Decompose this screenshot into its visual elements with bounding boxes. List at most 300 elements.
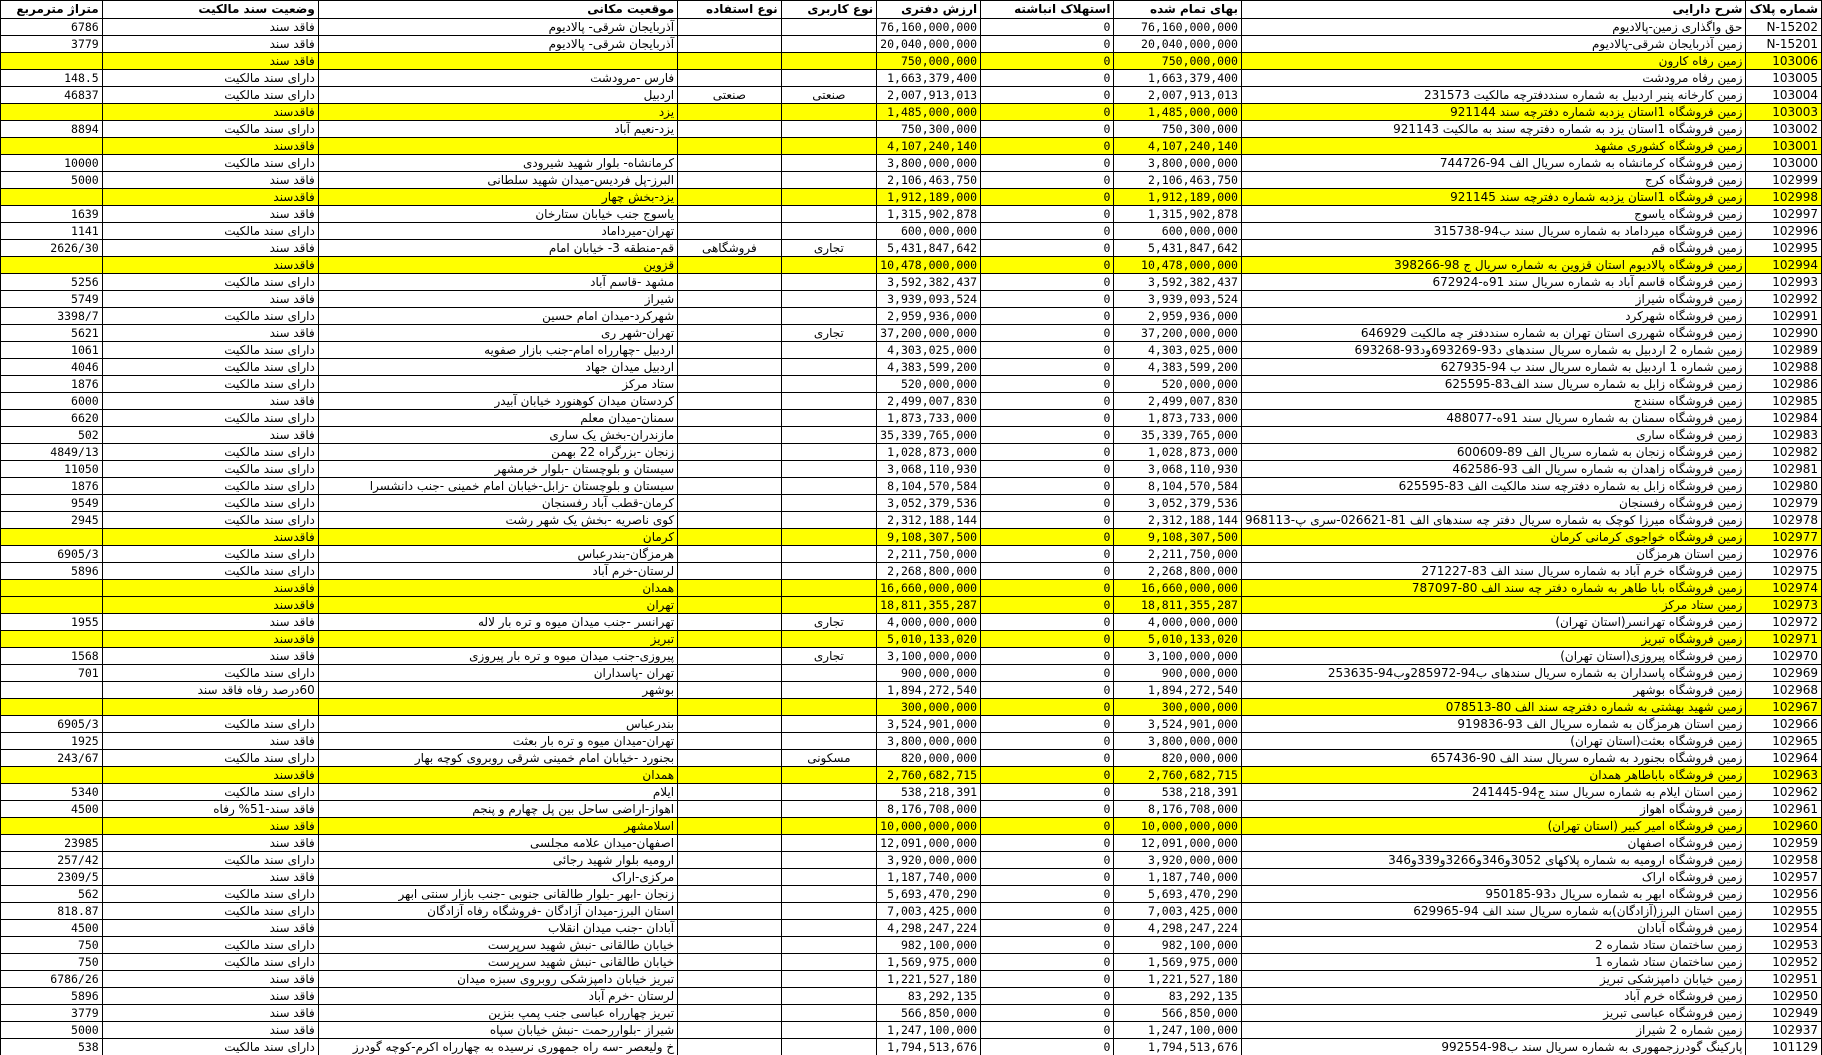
cell-description[interactable]: زمین فروشگاه عباسی تبریز: [1241, 1005, 1746, 1022]
cell-book-value[interactable]: 4,298,247,224: [877, 920, 981, 937]
cell-location[interactable]: کرمان-قطب آباد رفسنجان: [318, 495, 677, 512]
cell-deed-status[interactable]: دارای سند مالکیت: [102, 563, 318, 580]
cell-book-value[interactable]: 1,912,189,000: [877, 189, 981, 206]
cell-depreciation[interactable]: 0: [981, 988, 1114, 1005]
cell-deed-status[interactable]: دارای سند مالکیت: [102, 750, 318, 767]
header-area[interactable]: متراژ مترمربع: [1, 1, 103, 19]
cell-deed-status[interactable]: فاقد سند: [102, 920, 318, 937]
cell-depreciation[interactable]: 0: [981, 257, 1114, 274]
cell-land-use[interactable]: [781, 869, 877, 886]
cell-plate[interactable]: 102950: [1746, 988, 1822, 1005]
cell-area[interactable]: 701: [1, 665, 103, 682]
cell-cost[interactable]: 1,894,272,540: [1114, 682, 1242, 699]
cell-usage-type[interactable]: [678, 1005, 781, 1022]
cell-cost[interactable]: 7,003,425,000: [1114, 903, 1242, 920]
cell-plate[interactable]: 102957: [1746, 869, 1822, 886]
cell-plate[interactable]: 102954: [1746, 920, 1822, 937]
cell-depreciation[interactable]: 0: [981, 767, 1114, 784]
cell-land-use[interactable]: [781, 172, 877, 189]
cell-land-use[interactable]: [781, 376, 877, 393]
cell-area[interactable]: 1955: [1, 614, 103, 631]
cell-usage-type[interactable]: [678, 971, 781, 988]
cell-area[interactable]: 5000: [1, 172, 103, 189]
cell-plate[interactable]: 102992: [1746, 291, 1822, 308]
cell-plate[interactable]: 102953: [1746, 937, 1822, 954]
cell-plate[interactable]: 102968: [1746, 682, 1822, 699]
cell-area[interactable]: 2309/5: [1, 869, 103, 886]
cell-book-value[interactable]: 900,000,000: [877, 665, 981, 682]
cell-cost[interactable]: 750,300,000: [1114, 121, 1242, 138]
cell-book-value[interactable]: 18,811,355,287: [877, 597, 981, 614]
cell-book-value[interactable]: 3,524,901,000: [877, 716, 981, 733]
cell-area[interactable]: 750: [1, 937, 103, 954]
cell-deed-status[interactable]: فاقد سند: [102, 733, 318, 750]
cell-book-value[interactable]: 3,592,382,437: [877, 274, 981, 291]
cell-land-use[interactable]: تجاری: [781, 648, 877, 665]
cell-location[interactable]: زنجان -بزرگراه 22 بهمن: [318, 444, 677, 461]
cell-depreciation[interactable]: 0: [981, 580, 1114, 597]
cell-depreciation[interactable]: 0: [981, 36, 1114, 53]
cell-location[interactable]: ارومیه بلوار شهید رجائی: [318, 852, 677, 869]
cell-cost[interactable]: 1,912,189,000: [1114, 189, 1242, 206]
cell-book-value[interactable]: 83,292,135: [877, 988, 981, 1005]
cell-land-use[interactable]: [781, 784, 877, 801]
cell-cost[interactable]: 3,920,000,000: [1114, 852, 1242, 869]
cell-description[interactable]: زمین فروشگاه پالادیوم استان قزوین به شماره سریال ج 98-398266: [1241, 257, 1746, 274]
cell-description[interactable]: زمین شماره 1 اردبیل به شماره سریال سند ب 94-627935: [1241, 359, 1746, 376]
cell-usage-type[interactable]: [678, 461, 781, 478]
cell-book-value[interactable]: 1,873,733,000: [877, 410, 981, 427]
cell-usage-type[interactable]: [678, 495, 781, 512]
cell-deed-status[interactable]: دارای سند مالکیت: [102, 478, 318, 495]
cell-book-value[interactable]: 3,100,000,000: [877, 648, 981, 665]
cell-description[interactable]: زمین فروشگاه شیراز: [1241, 291, 1746, 308]
cell-cost[interactable]: 900,000,000: [1114, 665, 1242, 682]
cell-depreciation[interactable]: 0: [981, 512, 1114, 529]
cell-deed-status[interactable]: دارای سند مالکیت: [102, 784, 318, 801]
cell-depreciation[interactable]: 0: [981, 155, 1114, 172]
cell-land-use[interactable]: [781, 988, 877, 1005]
cell-depreciation[interactable]: 0: [981, 410, 1114, 427]
cell-area[interactable]: 23985: [1, 835, 103, 852]
cell-area[interactable]: 538: [1, 1039, 103, 1055]
cell-cost[interactable]: 1,873,733,000: [1114, 410, 1242, 427]
cell-cost[interactable]: 20,040,000,000: [1114, 36, 1242, 53]
cell-book-value[interactable]: 982,100,000: [877, 937, 981, 954]
cell-plate[interactable]: 102988: [1746, 359, 1822, 376]
cell-land-use[interactable]: [781, 1022, 877, 1039]
cell-usage-type[interactable]: [678, 648, 781, 665]
cell-plate[interactable]: 102975: [1746, 563, 1822, 580]
cell-description[interactable]: زمین خیابان دامپزشکی تبریز: [1241, 971, 1746, 988]
cell-cost[interactable]: 4,383,599,200: [1114, 359, 1242, 376]
cell-cost[interactable]: 1,663,379,400: [1114, 70, 1242, 87]
cell-plate[interactable]: 102976: [1746, 546, 1822, 563]
cell-area[interactable]: 3779: [1, 36, 103, 53]
cell-plate[interactable]: 102969: [1746, 665, 1822, 682]
cell-book-value[interactable]: 3,052,379,536: [877, 495, 981, 512]
cell-plate[interactable]: 103001: [1746, 138, 1822, 155]
cell-book-value[interactable]: 3,068,110,930: [877, 461, 981, 478]
cell-usage-type[interactable]: [678, 427, 781, 444]
cell-land-use[interactable]: [781, 903, 877, 920]
cell-usage-type[interactable]: [678, 155, 781, 172]
cell-description[interactable]: زمین فروشگاه ارومیه به شماره پلاکهای 3052و346و3266و339و346: [1241, 852, 1746, 869]
cell-deed-status[interactable]: دارای سند مالکیت: [102, 495, 318, 512]
cell-area[interactable]: 2945: [1, 512, 103, 529]
cell-location[interactable]: کردستان میدان کوهنورد خیابان آبیدر: [318, 393, 677, 410]
cell-plate[interactable]: N-15201: [1746, 36, 1822, 53]
cell-land-use[interactable]: [781, 529, 877, 546]
cell-plate[interactable]: 102996: [1746, 223, 1822, 240]
cell-area[interactable]: 5000: [1, 1022, 103, 1039]
header-depreciation[interactable]: استهلاک انباشته: [981, 1, 1114, 19]
cell-land-use[interactable]: [781, 699, 877, 716]
cell-description[interactable]: حق واگذاری زمین-پالادیوم: [1241, 19, 1746, 36]
cell-cost[interactable]: 16,660,000,000: [1114, 580, 1242, 597]
cell-description[interactable]: زمین ساختمان ستاد شماره 2: [1241, 937, 1746, 954]
cell-land-use[interactable]: [781, 801, 877, 818]
cell-plate[interactable]: 102981: [1746, 461, 1822, 478]
cell-location[interactable]: تبریز چهارراه عباسی جنب پمپ بنزین: [318, 1005, 677, 1022]
cell-area[interactable]: 5256: [1, 274, 103, 291]
cell-location[interactable]: بجنورد -خیابان امام خمینی شرقی روبروی کوچه بهار: [318, 750, 677, 767]
cell-plate[interactable]: 102979: [1746, 495, 1822, 512]
cell-book-value[interactable]: 2,312,188,144: [877, 512, 981, 529]
cell-area[interactable]: [1, 597, 103, 614]
cell-land-use[interactable]: [781, 308, 877, 325]
cell-description[interactable]: زمین فروشگاه زابل به شماره دفترچه سند مالکیت الف 83-625595: [1241, 478, 1746, 495]
cell-location[interactable]: البرز-پل فردیس-میدان شهید سلطانی: [318, 172, 677, 189]
cell-book-value[interactable]: 1,315,902,878: [877, 206, 981, 223]
cell-book-value[interactable]: 8,104,570,584: [877, 478, 981, 495]
cell-description[interactable]: زمین شماره 2 اردبیل به شماره سریال سندهای د93-693269ود93-693268: [1241, 342, 1746, 359]
cell-book-value[interactable]: 8,176,708,000: [877, 801, 981, 818]
cell-location[interactable]: قزوین: [318, 257, 677, 274]
cell-deed-status[interactable]: فاقدسند: [102, 597, 318, 614]
cell-plate[interactable]: 103004: [1746, 87, 1822, 104]
cell-book-value[interactable]: 2,007,913,013: [877, 87, 981, 104]
cell-usage-type[interactable]: [678, 733, 781, 750]
cell-description[interactable]: زمین فروشگاه امیر کبیر (استان تهران): [1241, 818, 1746, 835]
cell-location[interactable]: شیراز: [318, 291, 677, 308]
cell-description[interactable]: زمین فروشگاه سنندج: [1241, 393, 1746, 410]
cell-book-value[interactable]: 5,431,847,642: [877, 240, 981, 257]
cell-description[interactable]: زمین فروشگاه 1استان یزدبه شماره دفترچه سند 921144: [1241, 104, 1746, 121]
cell-deed-status[interactable]: فاقد سند: [102, 36, 318, 53]
cell-land-use[interactable]: [781, 767, 877, 784]
cell-location[interactable]: فارس -مرودشت: [318, 70, 677, 87]
cell-cost[interactable]: 8,176,708,000: [1114, 801, 1242, 818]
cell-usage-type[interactable]: [678, 257, 781, 274]
cell-deed-status[interactable]: فاقد سند: [102, 818, 318, 835]
cell-cost[interactable]: 3,100,000,000: [1114, 648, 1242, 665]
cell-description[interactable]: زمین آذربایجان شرقی-پالادیوم: [1241, 36, 1746, 53]
cell-area[interactable]: 243/67: [1, 750, 103, 767]
cell-usage-type[interactable]: [678, 70, 781, 87]
cell-cost[interactable]: 3,052,379,536: [1114, 495, 1242, 512]
cell-plate[interactable]: 102974: [1746, 580, 1822, 597]
cell-depreciation[interactable]: 0: [981, 376, 1114, 393]
cell-usage-type[interactable]: [678, 869, 781, 886]
cell-land-use[interactable]: [781, 580, 877, 597]
header-cost[interactable]: بهای تمام شده: [1114, 1, 1242, 19]
cell-book-value[interactable]: 1,247,100,000: [877, 1022, 981, 1039]
cell-land-use[interactable]: [781, 716, 877, 733]
cell-location[interactable]: تهران -پاسداران: [318, 665, 677, 682]
cell-book-value[interactable]: 37,200,000,000: [877, 325, 981, 342]
cell-usage-type[interactable]: [678, 614, 781, 631]
header-plate[interactable]: شماره پلاک: [1746, 1, 1822, 19]
cell-usage-type[interactable]: [678, 376, 781, 393]
cell-book-value[interactable]: 12,091,000,000: [877, 835, 981, 852]
cell-depreciation[interactable]: 0: [981, 733, 1114, 750]
cell-area[interactable]: 4849/13: [1, 444, 103, 461]
cell-land-use[interactable]: [781, 223, 877, 240]
cell-location[interactable]: اصفهان-میدان علامه مجلسی: [318, 835, 677, 852]
cell-area[interactable]: 3779: [1, 1005, 103, 1022]
cell-deed-status[interactable]: فاقدسند: [102, 104, 318, 121]
cell-cost[interactable]: 2,106,463,750: [1114, 172, 1242, 189]
cell-depreciation[interactable]: 0: [981, 274, 1114, 291]
cell-usage-type[interactable]: [678, 104, 781, 121]
cell-deed-status[interactable]: فاقد سند: [102, 53, 318, 70]
cell-land-use[interactable]: [781, 291, 877, 308]
cell-plate[interactable]: 102963: [1746, 767, 1822, 784]
cell-deed-status[interactable]: فاقد سند: [102, 206, 318, 223]
cell-plate[interactable]: N-15202: [1746, 19, 1822, 36]
cell-area[interactable]: 5749: [1, 291, 103, 308]
cell-depreciation[interactable]: 0: [981, 427, 1114, 444]
cell-deed-status[interactable]: فاقدسند: [102, 257, 318, 274]
cell-book-value[interactable]: 3,939,093,524: [877, 291, 981, 308]
cell-book-value[interactable]: 2,760,682,715: [877, 767, 981, 784]
cell-location[interactable]: لرستان -خرم آباد: [318, 988, 677, 1005]
cell-book-value[interactable]: 1,894,272,540: [877, 682, 981, 699]
cell-description[interactable]: زمین فروشگاه اصفهان: [1241, 835, 1746, 852]
cell-deed-status[interactable]: دارای سند مالکیت: [102, 512, 318, 529]
cell-book-value[interactable]: 750,300,000: [877, 121, 981, 138]
cell-cost[interactable]: 1,028,873,000: [1114, 444, 1242, 461]
cell-cost[interactable]: 4,303,025,000: [1114, 342, 1242, 359]
cell-deed-status[interactable]: فاقد سند: [102, 835, 318, 852]
cell-deed-status[interactable]: فاقد سند: [102, 614, 318, 631]
cell-land-use[interactable]: [781, 444, 877, 461]
cell-area[interactable]: 502: [1, 427, 103, 444]
cell-location[interactable]: مشهد -قاسم آباد: [318, 274, 677, 291]
cell-usage-type[interactable]: [678, 954, 781, 971]
cell-area[interactable]: 5896: [1, 988, 103, 1005]
cell-usage-type[interactable]: [678, 750, 781, 767]
cell-cost[interactable]: 1,485,000,000: [1114, 104, 1242, 121]
cell-depreciation[interactable]: 0: [981, 665, 1114, 682]
cell-land-use[interactable]: [781, 189, 877, 206]
cell-plate[interactable]: 102956: [1746, 886, 1822, 903]
cell-plate[interactable]: 102998: [1746, 189, 1822, 206]
cell-usage-type[interactable]: [678, 1039, 781, 1055]
cell-depreciation[interactable]: 0: [981, 563, 1114, 580]
cell-plate[interactable]: 103002: [1746, 121, 1822, 138]
cell-location[interactable]: ایلام: [318, 784, 677, 801]
cell-depreciation[interactable]: 0: [981, 393, 1114, 410]
cell-depreciation[interactable]: 0: [981, 954, 1114, 971]
cell-cost[interactable]: 4,298,247,224: [1114, 920, 1242, 937]
cell-cost[interactable]: 1,247,100,000: [1114, 1022, 1242, 1039]
cell-plate[interactable]: 102951: [1746, 971, 1822, 988]
cell-depreciation[interactable]: 0: [981, 784, 1114, 801]
cell-cost[interactable]: 10,478,000,000: [1114, 257, 1242, 274]
cell-description[interactable]: زمین فروشگاه بجنورد به شماره سریال سند الف 90-657436: [1241, 750, 1746, 767]
cell-land-use[interactable]: [781, 410, 877, 427]
cell-area[interactable]: [1, 189, 103, 206]
cell-plate[interactable]: 102961: [1746, 801, 1822, 818]
cell-depreciation[interactable]: 0: [981, 478, 1114, 495]
cell-description[interactable]: زمین ساختمان ستاد شماره 1: [1241, 954, 1746, 971]
cell-deed-status[interactable]: فاقد سند: [102, 971, 318, 988]
cell-land-use[interactable]: صنعتی: [781, 87, 877, 104]
cell-area[interactable]: 2626/30: [1, 240, 103, 257]
cell-deed-status[interactable]: دارای سند مالکیت: [102, 937, 318, 954]
cell-cost[interactable]: 76,160,000,000: [1114, 19, 1242, 36]
cell-location[interactable]: همدان: [318, 767, 677, 784]
cell-location[interactable]: تهران: [318, 597, 677, 614]
cell-plate[interactable]: 102952: [1746, 954, 1822, 971]
cell-deed-status[interactable]: فاقد سند: [102, 1005, 318, 1022]
cell-deed-status[interactable]: دارای سند مالکیت: [102, 410, 318, 427]
cell-depreciation[interactable]: 0: [981, 818, 1114, 835]
cell-book-value[interactable]: 600,000,000: [877, 223, 981, 240]
cell-plate[interactable]: 102967: [1746, 699, 1822, 716]
cell-description[interactable]: زمین فروشگاه 1استان یزدبه شماره دفترچه سند 921145: [1241, 189, 1746, 206]
cell-land-use[interactable]: [781, 342, 877, 359]
cell-land-use[interactable]: [781, 563, 877, 580]
cell-deed-status[interactable]: فاقدسند: [102, 767, 318, 784]
cell-area[interactable]: 1925: [1, 733, 103, 750]
cell-cost[interactable]: 2,211,750,000: [1114, 546, 1242, 563]
cell-plate[interactable]: 102966: [1746, 716, 1822, 733]
cell-usage-type[interactable]: [678, 682, 781, 699]
cell-cost[interactable]: 566,850,000: [1114, 1005, 1242, 1022]
cell-book-value[interactable]: 4,303,025,000: [877, 342, 981, 359]
cell-cost[interactable]: 3,524,901,000: [1114, 716, 1242, 733]
cell-plate[interactable]: 102959: [1746, 835, 1822, 852]
cell-deed-status[interactable]: دارای سند مالکیت: [102, 903, 318, 920]
cell-plate[interactable]: 102972: [1746, 614, 1822, 631]
cell-description[interactable]: زمین فروشگاه زاهدان به شماره سریال الف 93-462586: [1241, 461, 1746, 478]
cell-land-use[interactable]: [781, 427, 877, 444]
cell-deed-status[interactable]: دارای سند مالکیت: [102, 716, 318, 733]
cell-description[interactable]: زمین فروشگاه میرزا کوچک به شماره سریال دفتر چه سندهای الف 81-026621-سری پ-968113: [1241, 512, 1746, 529]
cell-location[interactable]: زنجان -ابهر -بلوار طالقانی جنوبی -جنب بازار سنتی ابهر: [318, 886, 677, 903]
cell-description[interactable]: زمین فروشگاه کرمانشاه به شماره سریال الف 94-744726: [1241, 155, 1746, 172]
cell-plate[interactable]: 102955: [1746, 903, 1822, 920]
cell-land-use[interactable]: [781, 257, 877, 274]
cell-deed-status[interactable]: فاقد سند: [102, 291, 318, 308]
cell-area[interactable]: 5340: [1, 784, 103, 801]
cell-area[interactable]: 1876: [1, 376, 103, 393]
cell-description[interactable]: زمین فروشگاه خرم آباد به شماره سریال سند الف 83-271227: [1241, 563, 1746, 580]
cell-deed-status[interactable]: فاقدسند: [102, 529, 318, 546]
cell-book-value[interactable]: 7,003,425,000: [877, 903, 981, 920]
cell-depreciation[interactable]: 0: [981, 920, 1114, 937]
cell-land-use[interactable]: [781, 937, 877, 954]
cell-plate[interactable]: 103005: [1746, 70, 1822, 87]
header-book-value[interactable]: ارزش دفتری: [877, 1, 981, 19]
cell-depreciation[interactable]: 0: [981, 342, 1114, 359]
cell-location[interactable]: یزد-بخش چهار: [318, 189, 677, 206]
cell-description[interactable]: زمین فروشگاه تبریز: [1241, 631, 1746, 648]
cell-location[interactable]: بوشهر: [318, 682, 677, 699]
cell-land-use[interactable]: [781, 546, 877, 563]
cell-usage-type[interactable]: [678, 206, 781, 223]
cell-land-use[interactable]: [781, 1039, 877, 1055]
cell-land-use[interactable]: تجاری: [781, 240, 877, 257]
cell-book-value[interactable]: 538,218,391: [877, 784, 981, 801]
cell-description[interactable]: زمین فروشگاه ابهر به شماره سریال د93-950185: [1241, 886, 1746, 903]
cell-location[interactable]: سیستان و بلوچستان -زابل-خیابان امام خمینی -جنب دانشسرا: [318, 478, 677, 495]
cell-land-use[interactable]: [781, 393, 877, 410]
cell-plate[interactable]: 102964: [1746, 750, 1822, 767]
cell-description[interactable]: زمین شهید بهشتی به شماره دفترچه سند الف 80-078513: [1241, 699, 1746, 716]
cell-description[interactable]: زمین کارخانه پنیر اردبیل به شماره سنددفترچه مالکیت 231573: [1241, 87, 1746, 104]
cell-area[interactable]: 1141: [1, 223, 103, 240]
cell-land-use[interactable]: [781, 818, 877, 835]
cell-area[interactable]: 5896: [1, 563, 103, 580]
cell-land-use[interactable]: [781, 954, 877, 971]
cell-depreciation[interactable]: 0: [981, 87, 1114, 104]
cell-location[interactable]: سیستان و بلوچستان -بلوار خرمشهر: [318, 461, 677, 478]
cell-area[interactable]: [1, 580, 103, 597]
cell-deed-status[interactable]: دارای سند مالکیت: [102, 359, 318, 376]
cell-cost[interactable]: 3,939,093,524: [1114, 291, 1242, 308]
cell-land-use[interactable]: [781, 206, 877, 223]
cell-description[interactable]: زمین شماره 2 شیراز: [1241, 1022, 1746, 1039]
cell-book-value[interactable]: 35,339,765,000: [877, 427, 981, 444]
cell-deed-status[interactable]: فاقدسند: [102, 138, 318, 155]
cell-description[interactable]: زمین فروشگاه کرج: [1241, 172, 1746, 189]
cell-book-value[interactable]: 1,663,379,400: [877, 70, 981, 87]
cell-description[interactable]: پارکینگ گودرزجمهوری به شماره سریال سند ب98-992554: [1241, 1039, 1746, 1055]
cell-area[interactable]: 6786: [1, 19, 103, 36]
cell-description[interactable]: زمین فروشگاه باباطاهر همدان: [1241, 767, 1746, 784]
cell-description[interactable]: زمین فروشگاه پیروزی(استان تهران): [1241, 648, 1746, 665]
header-location[interactable]: موقعیت مکانی: [318, 1, 677, 19]
cell-plate[interactable]: 102993: [1746, 274, 1822, 291]
cell-location[interactable]: تبریز خیابان دامپزشکی روبروی سبزه میدان: [318, 971, 677, 988]
cell-land-use[interactable]: [781, 597, 877, 614]
cell-land-use[interactable]: [781, 138, 877, 155]
cell-usage-type[interactable]: [678, 920, 781, 937]
cell-usage-type[interactable]: [678, 189, 781, 206]
cell-depreciation[interactable]: 0: [981, 716, 1114, 733]
cell-location[interactable]: بندرعباس: [318, 716, 677, 733]
cell-plate[interactable]: 102982: [1746, 444, 1822, 461]
cell-location[interactable]: پیروزی-جنب میدان میوه و تره بار پیروزی: [318, 648, 677, 665]
cell-land-use[interactable]: تجاری: [781, 325, 877, 342]
cell-area[interactable]: 6905/3: [1, 546, 103, 563]
cell-description[interactable]: زمین فروشگاه بابا طاهر به شماره دفتر چه سند الف 80-787097: [1241, 580, 1746, 597]
cell-land-use[interactable]: [781, 886, 877, 903]
cell-plate[interactable]: 102978: [1746, 512, 1822, 529]
cell-book-value[interactable]: 4,000,000,000: [877, 614, 981, 631]
cell-usage-type[interactable]: [678, 818, 781, 835]
cell-area[interactable]: [1, 138, 103, 155]
cell-description[interactable]: زمین استان البرز(آزادگان)به شماره سریال سند الف 94-629965: [1241, 903, 1746, 920]
cell-description[interactable]: زمین فروشگاه بوشهر: [1241, 682, 1746, 699]
cell-depreciation[interactable]: 0: [981, 325, 1114, 342]
cell-depreciation[interactable]: 0: [981, 1005, 1114, 1022]
cell-cost[interactable]: 820,000,000: [1114, 750, 1242, 767]
